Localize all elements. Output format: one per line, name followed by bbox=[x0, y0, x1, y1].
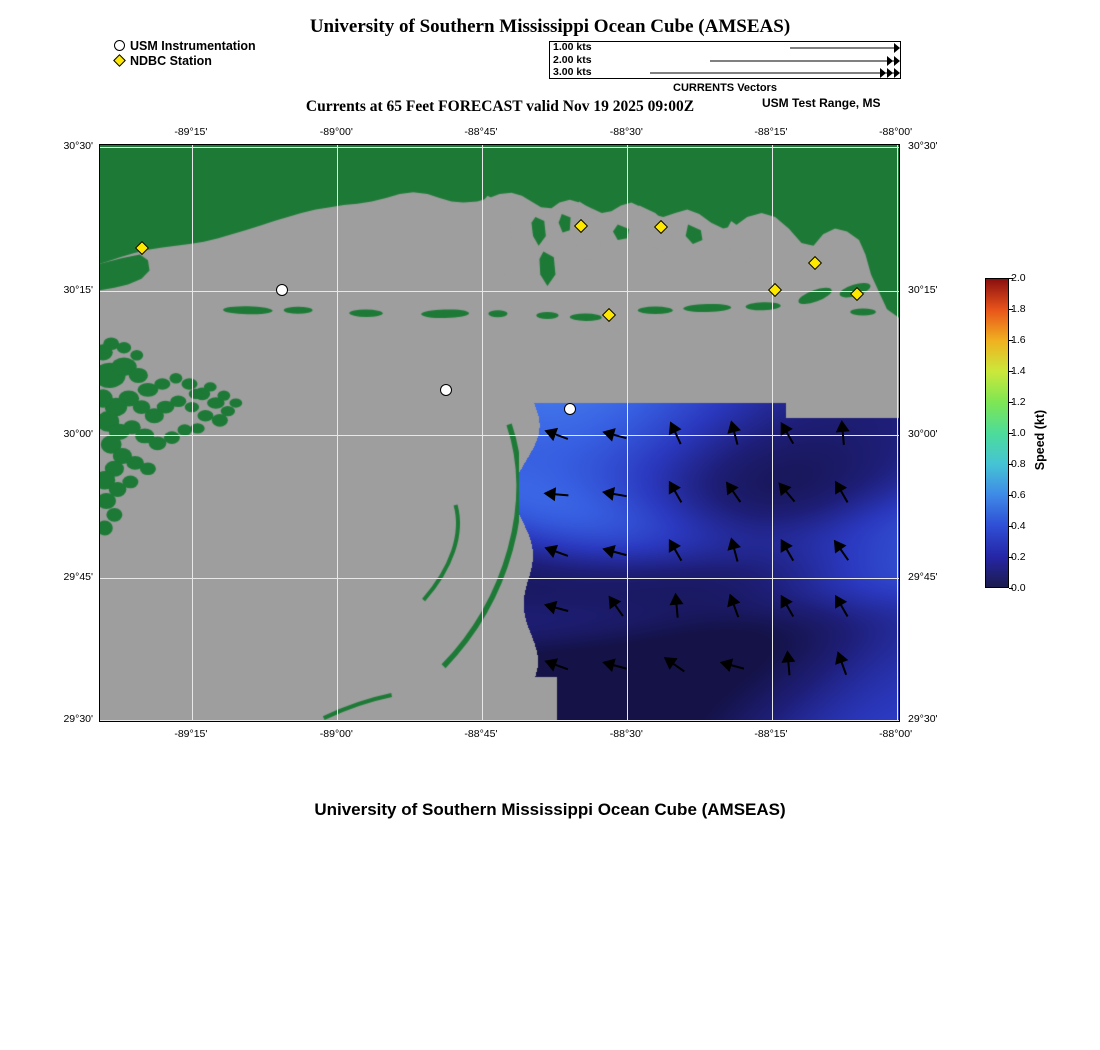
current-vector-arrow bbox=[542, 541, 570, 563]
page-title: University of Southern Mississippi Ocean Cube (AMSEAS) bbox=[309, 16, 791, 37]
current-vector-arrow bbox=[542, 654, 570, 676]
x-axis-tick-label: -89°00' bbox=[319, 728, 353, 740]
current-vector-arrow bbox=[828, 536, 854, 565]
colorbar-tick-label: 0.0 bbox=[1011, 582, 1026, 594]
current-vector-arrow bbox=[829, 477, 854, 506]
colorbar-tick-label: 0.4 bbox=[1011, 520, 1026, 532]
colorbar-tick-label: 1.2 bbox=[1011, 396, 1026, 408]
y-axis-tick-label: 29°45' bbox=[63, 571, 93, 584]
vector-scale-key bbox=[549, 41, 901, 79]
colorbar-tick-label: 0.6 bbox=[1011, 489, 1026, 501]
current-vector-arrow bbox=[542, 424, 570, 446]
arrow-2barb-icon bbox=[710, 55, 900, 67]
x-axis-tick-label: -88°00' bbox=[879, 728, 913, 740]
y-axis-tick-label: 30°15' bbox=[63, 283, 93, 296]
vector-key-row-1 bbox=[550, 42, 902, 55]
current-vector-arrow bbox=[543, 486, 569, 502]
station-legend bbox=[110, 38, 256, 68]
x-axis-tick-label: -89°15' bbox=[174, 728, 208, 740]
current-vector-arrow bbox=[775, 419, 800, 448]
current-vector-arrow bbox=[723, 591, 745, 619]
diamond-marker-icon bbox=[110, 53, 128, 68]
arrow-3barb-icon bbox=[650, 67, 900, 79]
vector-key-row-3 bbox=[550, 67, 902, 80]
colorbar-tick-label: 1.4 bbox=[1011, 365, 1026, 377]
y-axis-tick-label: 30°00' bbox=[63, 427, 93, 440]
current-vector-arrow bbox=[669, 592, 685, 618]
current-vector-arrow bbox=[724, 536, 744, 564]
x-axis-tick-label: -88°30' bbox=[609, 126, 643, 138]
current-vector-arrow bbox=[603, 592, 629, 621]
x-axis-tick-label: -88°45' bbox=[464, 126, 498, 138]
circle-marker-icon bbox=[110, 38, 128, 53]
current-vector-arrow bbox=[724, 419, 744, 447]
x-axis-tick-label: -89°00' bbox=[319, 126, 353, 138]
colorbar-gradient bbox=[985, 278, 1009, 588]
colorbar-title: Speed (kt) bbox=[1033, 409, 1047, 471]
current-vector-arrow bbox=[600, 425, 628, 445]
current-vector-arrow bbox=[720, 478, 746, 507]
x-axis-tick-label: -88°15' bbox=[754, 728, 788, 740]
legend-label-usm: USM Instrumentation bbox=[130, 38, 256, 53]
map-subtitle: Currents at 65 Feet FORECAST valid Nov 19 2025 09:00Z bbox=[305, 98, 695, 115]
current-vector-arrow bbox=[718, 655, 746, 675]
current-vector-arrow bbox=[775, 535, 800, 564]
current-vector-arrow bbox=[835, 419, 851, 445]
current-vector-arrow bbox=[663, 477, 688, 506]
current-vector-arrow bbox=[664, 418, 687, 447]
vector-key-label-1: 1.00 kts bbox=[553, 41, 592, 53]
legend-item-usm bbox=[110, 38, 256, 53]
colorbar-tick-label: 1.0 bbox=[1011, 427, 1026, 439]
vector-key-row-2 bbox=[550, 55, 902, 68]
x-axis-tick-label: -88°15' bbox=[754, 126, 788, 138]
map-plot-area[interactable] bbox=[99, 144, 900, 722]
legend-label-ndbc: NDBC Station bbox=[130, 53, 212, 68]
y-axis-tick-label: 30°30' bbox=[908, 139, 938, 152]
current-vector-arrow bbox=[829, 591, 854, 620]
colorbar-tick-label: 2.0 bbox=[1011, 272, 1026, 284]
y-axis-tick-label: 29°45' bbox=[908, 571, 938, 584]
footer-title: University of Southern Mississippi Ocean Cube (AMSEAS) bbox=[314, 800, 786, 819]
current-vector-arrow bbox=[660, 651, 689, 677]
current-vector-arrow bbox=[601, 485, 628, 503]
vector-key-label-2: 2.00 kts bbox=[553, 53, 592, 66]
vector-key-caption: CURRENTS Vectors bbox=[673, 82, 777, 94]
x-axis-tick-label: -88°45' bbox=[464, 728, 498, 740]
colorbar-tick-label: 1.6 bbox=[1011, 334, 1026, 346]
y-axis-tick-label: 30°15' bbox=[908, 283, 938, 296]
current-vector-arrow bbox=[831, 649, 853, 677]
current-vector-arrow bbox=[773, 478, 800, 506]
legend-item-ndbc bbox=[110, 53, 256, 68]
x-axis-tick-label: -88°30' bbox=[609, 728, 643, 740]
y-axis-tick-label: 30°00' bbox=[908, 427, 938, 440]
current-vector-arrow bbox=[542, 598, 570, 618]
x-axis-tick-label: -88°00' bbox=[879, 126, 913, 138]
current-vector-arrow bbox=[663, 535, 688, 564]
colorbar-tick-label: 1.8 bbox=[1011, 303, 1026, 315]
y-axis-tick-label: 30°30' bbox=[63, 139, 93, 152]
test-range-label: USM Test Range, MS bbox=[762, 96, 881, 110]
current-vector-arrow bbox=[600, 542, 628, 562]
x-axis-tick-label: -89°15' bbox=[174, 126, 208, 138]
current-vector-arrow bbox=[775, 591, 800, 620]
vector-key-label-3: 3.00 kts bbox=[553, 66, 592, 79]
current-vector-arrow bbox=[780, 650, 796, 676]
map-current-vectors bbox=[100, 145, 899, 721]
colorbar-tick-label: 0.2 bbox=[1011, 551, 1026, 563]
y-axis-tick-label: 29°30' bbox=[908, 712, 938, 725]
y-axis-tick-label: 29°30' bbox=[63, 712, 93, 725]
colorbar-tick-label: 0.8 bbox=[1011, 458, 1026, 470]
current-vector-arrow bbox=[600, 655, 628, 675]
arrow-1barb-icon bbox=[790, 42, 900, 54]
